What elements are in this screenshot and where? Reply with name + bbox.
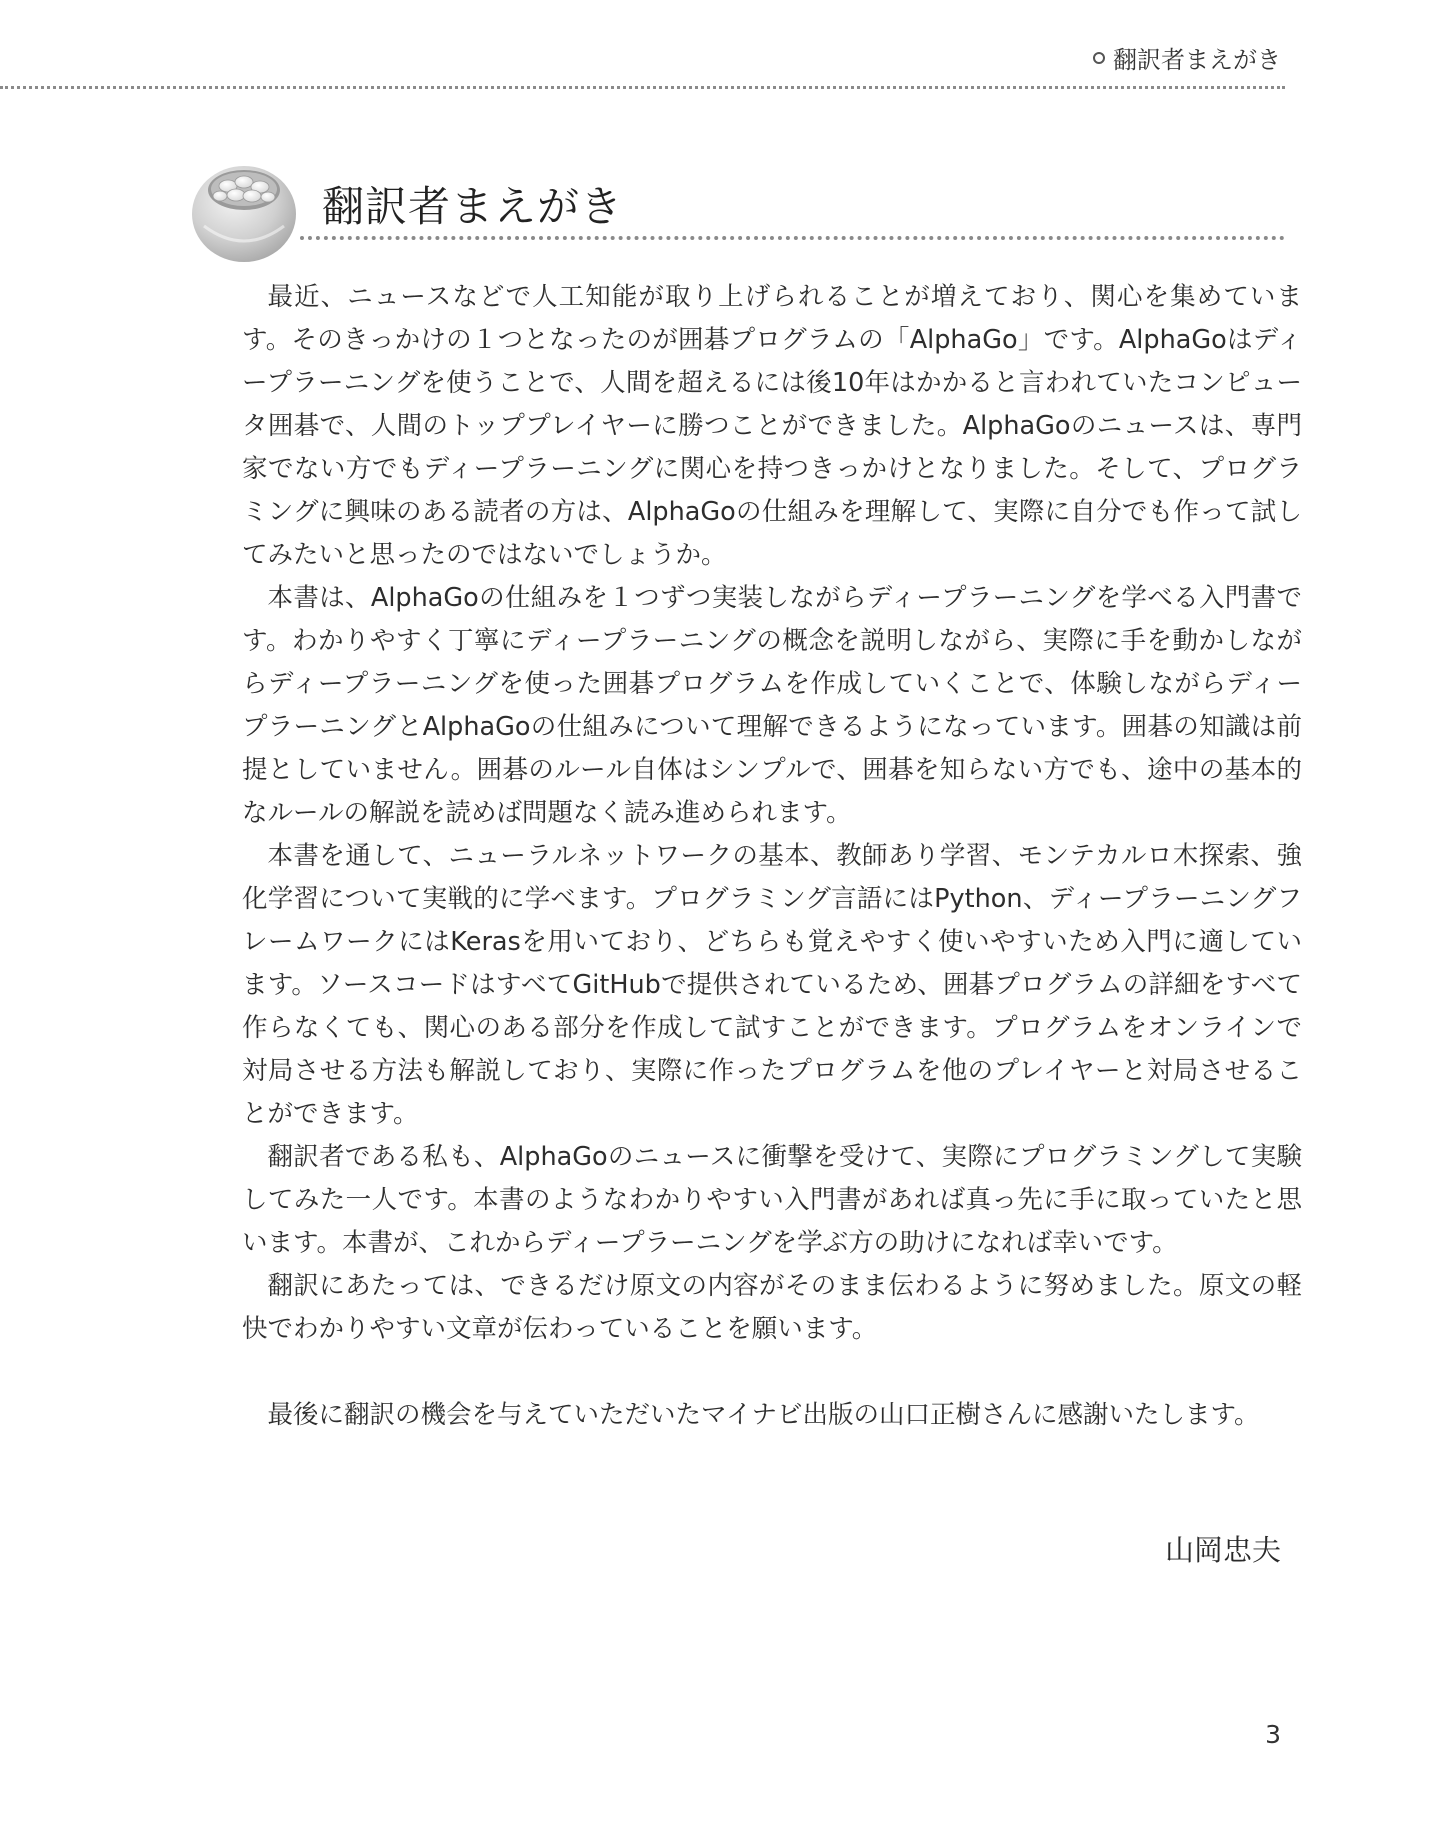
- title-dotted-rule: [300, 236, 1285, 240]
- page-number: 3: [1265, 1720, 1281, 1749]
- chapter-title: 翻訳者まえがき: [322, 182, 624, 231]
- paragraph: 翻訳者である私も、AlphaGoのニュースに衝撃を受けて、実際にプログラミングして実験してみた一人です。本書のようなわかりやすい入門書があれば真っ先に手に取っていたと思います。本書が、これからディープラーニングを学ぶ方の助けになれば幸いです。: [242, 1142, 1302, 1258]
- running-header: [1093, 40, 1281, 75]
- paragraph-spacer: [242, 1351, 1302, 1394]
- paragraph: 本書を通して、ニューラルネットワークの基本、教師あり学習、モンテカルロ木探索、強化学習について実戦的に学べます。プログラミング言語にはPython、ディープラーニングフレームワークにはKerasを用いており、どちらも覚えやすく使いやすいため入門に適しています。ソースコードはすべてGitHubで提供されているため、囲碁プログラムの詳細をすべて作らなくても、関心のある部分を作成して試すことができます。プログラムをオンラインで対局させる方法も解説しており、実際に作ったプログラムを他のプレイヤーと対局させることができます。: [242, 841, 1302, 1129]
- paragraph: 最近、ニュースなどで人工知能が取り上げられることが増えており、関心を集めています。そのきっかけの１つとなったのが囲碁プログラムの「AlphaGo」です。AlphaGoはディープラーニングを使うことで、人間を超えるには後10年はかかると言われていたコンピュータ囲碁で、人間のトッププレイヤーに勝つことができました。AlphaGoのニュースは、専門家でない方でもディープラーニングに関心を持つきっかけとなりました。そして、プログラミングに興味のある読者の方は、AlphaGoの仕組みを理解して、実際に自分でも作って試してみたいと思ったのではないでしょうか。: [242, 282, 1302, 570]
- body-text: [242, 276, 1302, 1437]
- closing-paragraph: 最後に翻訳の機会を与えていただいたマイナビ出版の山口正樹さんに感謝いたします。: [267, 1400, 1260, 1430]
- circle-bullet-icon: [1093, 52, 1105, 64]
- paragraph: 翻訳にあたっては、できるだけ原文の内容がそのまま伝わるように努めました。原文の軽快でわかりやすい文章が伝わっていることを願います。: [242, 1271, 1302, 1344]
- paragraph: 本書は、AlphaGoの仕組みを１つずつ実装しながらディープラーニングを学べる入門書です。わかりやすく丁寧にディープラーニングの概念を説明しながら、実際に手を動かしながらディープラーニングを使った囲碁プログラムを作成していくことで、体験しながらディープラーニングとAlphaGoの仕組みについて理解できるようになっています。囲碁の知識は前提としていません。囲碁のルール自体はシンプルで、囲碁を知らない方でも、途中の基本的なルールの解説を読めば問題なく読み進められます。: [242, 583, 1302, 828]
- go-stone-bowl-icon: [190, 156, 298, 264]
- translator-signature: 山岡忠夫: [1164, 1533, 1281, 1567]
- running-header-text: 翻訳者まえがき: [1113, 46, 1281, 74]
- header-dotted-rule: [0, 86, 1285, 89]
